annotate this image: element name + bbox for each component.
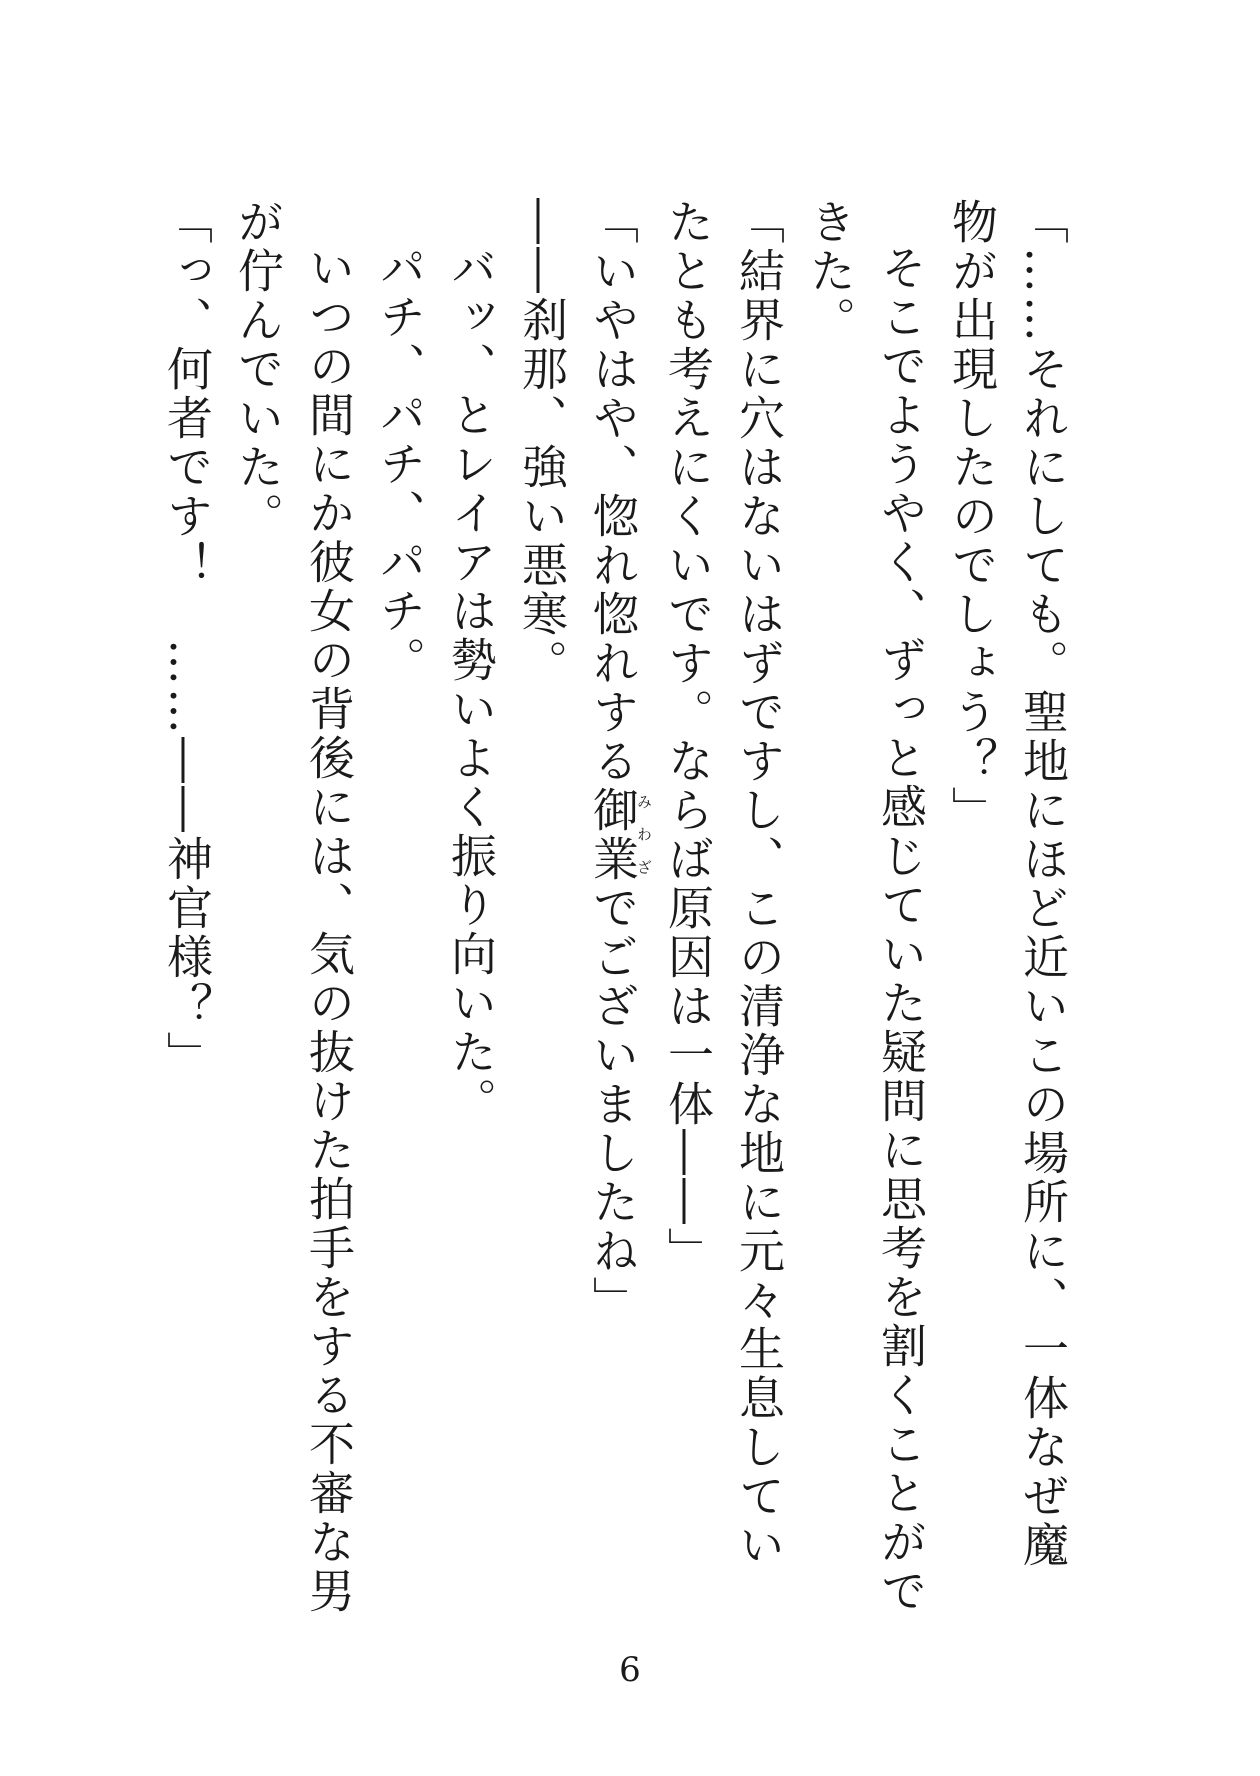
dialogue-3-before-ruby: 「いやはや、惚れ惚れする — [586, 198, 640, 786]
paragraph-dialogue-4: 「っ、何者です！ ……――神官様？」 — [160, 198, 214, 1080]
ruby-miwaza — [586, 786, 653, 884]
paragraph-dialogue-3 — [577, 198, 652, 1618]
paragraph-narration-4: パチ、パチ、パチ。 — [373, 244, 427, 685]
ruby-base-text: 御業 — [586, 786, 640, 884]
paragraph-dialogue-1: 「……それにしても。聖地にほど近いこの場所に、一体なぜ魔物が出現したのでしょう？」 — [945, 198, 1070, 1570]
paragraph-narration-5: いつの間にか彼女の背後には、気の抜けた拍手をする不審な男が佇んでいた。 — [231, 198, 356, 1616]
dialogue-3-after-ruby: でございましたね」 — [586, 884, 640, 1325]
ruby-reading-text: みわざ — [635, 786, 653, 884]
paragraph-dialogue-2: 「結界に穴はないはずですし、この清浄な地に元々生息していたとも考えにくいです。ならば原因は一体――」 — [661, 198, 786, 1570]
paragraph-narration-1: そこでようやく、ずっと感じていた疑問に思考を割くことができた。 — [803, 198, 928, 1616]
paragraph-narration-3: バッ、とレイアは勢いよく振り向いた。 — [444, 244, 498, 1126]
paragraph-narration-2: ――刹那、強い悪寒。 — [515, 198, 569, 688]
page-number: 6 — [619, 1650, 641, 1690]
vertical-text-body — [158, 198, 1078, 1618]
